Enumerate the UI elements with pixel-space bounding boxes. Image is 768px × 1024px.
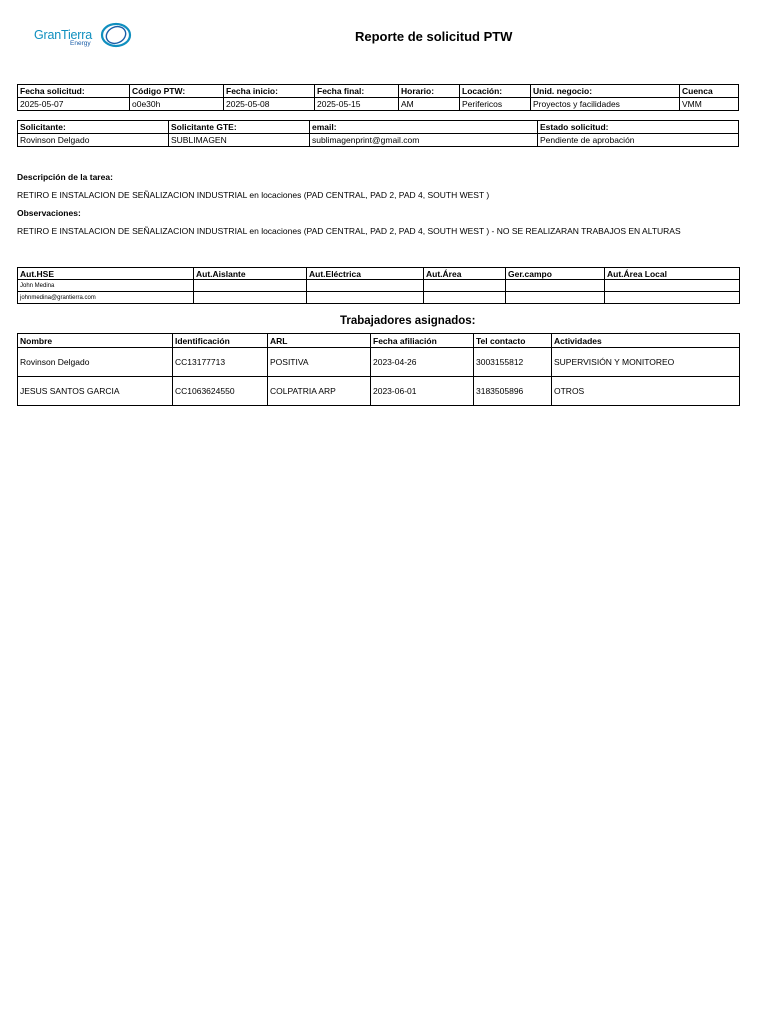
fecha-final-value: 2025-05-15 <box>315 98 399 111</box>
table-cell <box>194 292 307 304</box>
header-identificacion: Identificación <box>173 334 268 348</box>
description-text: RETIRO E INSTALACION DE SEÑALIZACION INDUSTRIAL en locaciones (PAD CENTRAL, PAD 2, PAD 4, SOUTH WEST ) <box>17 190 490 200</box>
header-ger-campo: Ger.campo <box>506 268 605 280</box>
email-value: sublimagenprint@gmail.com <box>310 134 538 147</box>
header-arl: ARL <box>268 334 371 348</box>
header-locacion: Locación: <box>460 85 531 98</box>
header-fecha-inicio: Fecha inicio: <box>224 85 315 98</box>
logo-ring-icon <box>96 20 132 50</box>
header-fecha-final: Fecha final: <box>315 85 399 98</box>
worker-name: Rovinson Delgado <box>18 348 173 377</box>
workers-title: Trabajadores asignados: <box>340 315 476 327</box>
table-header-row <box>18 334 740 348</box>
worker-affiliation-date: 2023-06-01 <box>371 377 474 406</box>
header-solicitante: Solicitante: <box>18 121 169 134</box>
workers-table <box>17 333 740 406</box>
observations-text: RETIRO E INSTALACION DE SEÑALIZACION INDUSTRIAL en locaciones (PAD CENTRAL, PAD 2, PAD 4, SOUTH WEST ) - NO SE REALIZARAN TRABAJOS EN ALTURAS <box>17 226 681 236</box>
worker-arl: POSITIVA <box>268 348 371 377</box>
header-solicitante-gte: Solicitante GTE: <box>169 121 310 134</box>
header-fecha-solicitud: Fecha solicitud: <box>18 85 130 98</box>
authorizations-table <box>17 267 740 304</box>
table-row <box>18 292 740 304</box>
requester-table <box>17 120 739 147</box>
header-aut-aislante: Aut.Aislante <box>194 268 307 280</box>
table-cell <box>307 292 424 304</box>
logo-text: GranTierra <box>34 28 92 42</box>
header-aut-hse: Aut.HSE <box>18 268 194 280</box>
table-row <box>18 377 740 406</box>
header-unid-negocio: Unid. negocio: <box>531 85 680 98</box>
table-row <box>18 98 739 111</box>
fecha-solicitud-value: 2025-05-07 <box>18 98 130 111</box>
request-info-table <box>17 84 739 111</box>
table-header-row <box>18 268 740 280</box>
header-estado-solicitud: Estado solicitud: <box>538 121 739 134</box>
worker-activities: SUPERVISIÓN Y MONITOREO <box>552 348 740 377</box>
header-fecha-afiliacion: Fecha afiliación <box>371 334 474 348</box>
solicitante-value: Rovinson Delgado <box>18 134 169 147</box>
codigo-ptw-value: o0e30h <box>130 98 224 111</box>
header-actividades: Actividades <box>552 334 740 348</box>
worker-phone: 3003155812 <box>474 348 552 377</box>
page-title: Reporte de solicitud PTW <box>355 29 513 44</box>
fecha-inicio-value: 2025-05-08 <box>224 98 315 111</box>
solicitante-gte-value: SUBLIMAGEN <box>169 134 310 147</box>
worker-affiliation-date: 2023-04-26 <box>371 348 474 377</box>
table-header-row <box>18 85 739 98</box>
worker-arl: COLPATRIA ARP <box>268 377 371 406</box>
horario-value: AM <box>399 98 460 111</box>
unid-negocio-value: Proyectos y facilidades <box>531 98 680 111</box>
aut-hse-name: John Medina <box>18 280 194 292</box>
table-row <box>18 134 739 147</box>
table-cell <box>506 292 605 304</box>
worker-id: CC13177713 <box>173 348 268 377</box>
logo-subtext: Energy <box>70 40 91 47</box>
header-nombre: Nombre <box>18 334 173 348</box>
table-cell <box>605 280 740 292</box>
description-label: Descripción de la tarea: <box>17 172 113 182</box>
table-cell <box>307 280 424 292</box>
company-logo <box>34 20 134 50</box>
header-email: email: <box>310 121 538 134</box>
header-aut-electrica: Aut.Eléctrica <box>307 268 424 280</box>
estado-solicitud-value: Pendiente de aprobación <box>538 134 739 147</box>
worker-name: JESUS SANTOS GARCIA <box>18 377 173 406</box>
table-header-row <box>18 121 739 134</box>
cuenca-value: VMM <box>680 98 739 111</box>
header-horario: Horario: <box>399 85 460 98</box>
header-cuenca: Cuenca <box>680 85 739 98</box>
aut-hse-email: johnmedina@grantierra.com <box>18 292 194 304</box>
worker-phone: 3183505896 <box>474 377 552 406</box>
worker-activities: OTROS <box>552 377 740 406</box>
observations-label: Observaciones: <box>17 208 81 218</box>
worker-id: CC1063624550 <box>173 377 268 406</box>
table-row <box>18 280 740 292</box>
table-cell <box>605 292 740 304</box>
header-tel-contacto: Tel contacto <box>474 334 552 348</box>
table-row <box>18 348 740 377</box>
header-codigo-ptw: Código PTW: <box>130 85 224 98</box>
header-aut-area-local: Aut.Área Local <box>605 268 740 280</box>
table-cell <box>506 280 605 292</box>
header-aut-area: Aut.Área <box>424 268 506 280</box>
table-cell <box>194 280 307 292</box>
locacion-value: Perifericos <box>460 98 531 111</box>
table-cell <box>424 280 506 292</box>
table-cell <box>424 292 506 304</box>
